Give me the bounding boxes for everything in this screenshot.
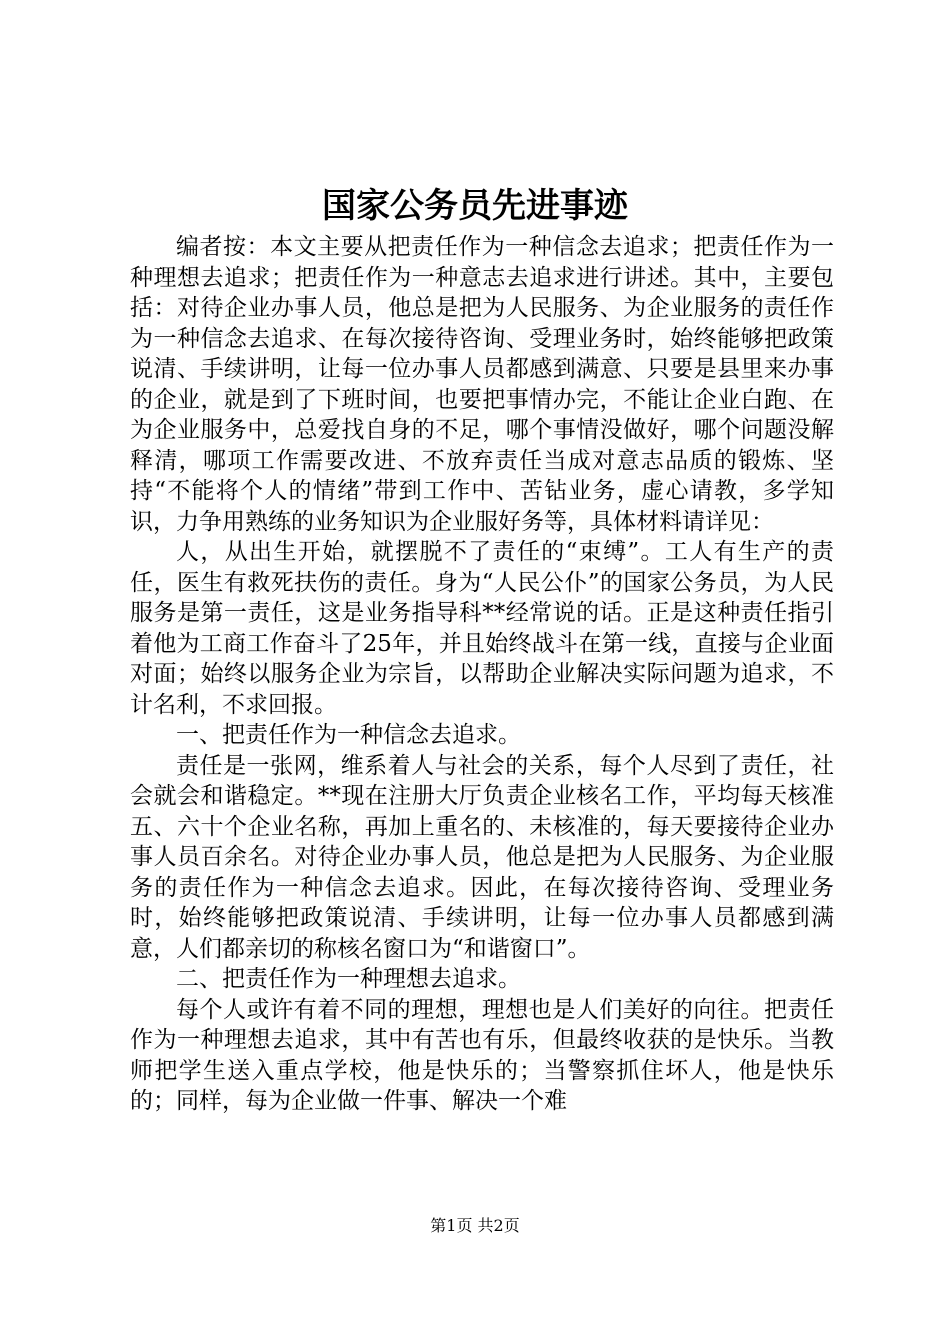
document-body xyxy=(130,232,834,1117)
editor-note-paragraph: 编者按：本文主要从把责任作为一种信念去追求；把责任作为一种理想去追求；把责任作为一种意志去追求进行讲述。其中，主要包括：对待企业办事人员，他总是把为人民服务、为企业服务的责任作为一种信念去追求、在每次接待咨询、受理业务时，始终能够把政策说清、手续讲明，让每一位办事人员都感到满意、只要是县里来办事的企业，就是到了下班时间，也要把事情办完，不能让企业白跑、在为企业服务中，总爱找自身的不足，哪个事情没做好，哪个问题没解释清，哪项工作需要改进、不放弃责任当成对意志品质的锻炼、坚持“不能将个人的情绪”带到工作中、苦钻业务，虚心请教，多学知识，力争用熟练的业务知识为企业服好务等，具体材料请详见： xyxy=(130,234,834,535)
section-heading: 一、把责任作为一种信念去追求。 xyxy=(176,722,521,748)
page-number-footer: 第1页 共2页 xyxy=(430,1216,520,1235)
body-paragraph: 每个人或许有着不同的理想，理想也是人们美好的向往。把责任作为一种理想去追求，其中有苦也有乐，但最终收获的是快乐。当教师把学生送入重点学校，他是快乐的；当警察抓住坏人，他是快乐的；同样，每为企业做一件事、解决一个难 xyxy=(130,996,834,1114)
body-paragraph: 人，从出生开始，就摆脱不了责任的“束缚”。工人有生产的责任，医生有救死扶伤的责任。身为“人民公仆”的国家公务员，为人民服务是第一责任，这是业务指导科**经常说的话。正是这种责任指引着他为工商工作奋斗了25年，并且始终战斗在第一线，直接与企业面对面；始终以服务企业为宗旨，以帮助企业解决实际问题为追求，不计名利，不求回报。 xyxy=(130,539,834,718)
document-title: 国家公务员先进事迹 xyxy=(322,186,628,226)
body-paragraph: 责任是一张网，维系着人与社会的关系，每个人尽到了责任，社会就会和谐稳定。**现在注册大厅负责企业核名工作，平均每天核准五、六十个企业名称，再加上重名的、未核准的，每天要接待企业办事人员百余名。对待企业办事人员，他总是把为人民服务、为企业服务的责任作为一种信念去追求。因此，在每次接待咨询、受理业务时，始终能够把政策说清、手续讲明，让每一位办事人员都感到满意，人们都亲切的称核名窗口为“和谐窗口”。 xyxy=(130,752,834,962)
section-heading: 二、把责任作为一种理想去追求。 xyxy=(176,966,521,992)
